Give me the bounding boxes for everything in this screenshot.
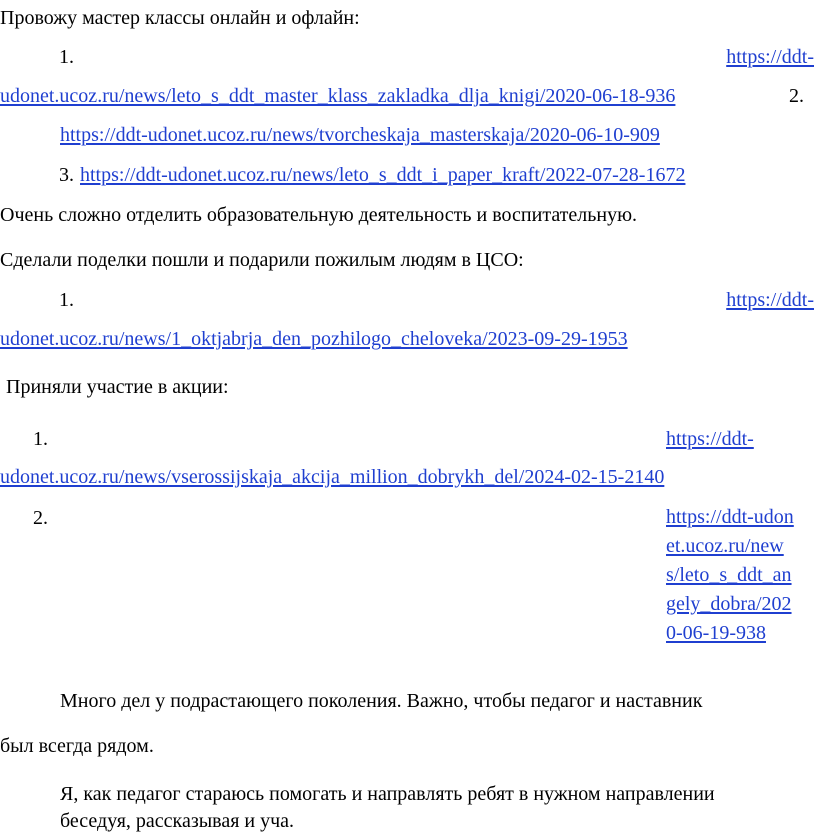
campaign-link-2[interactable]: https://ddt-udonet.ucoz.ru/news/leto_s_ddt_angely_dobra/2020-06-19-938	[666, 506, 794, 644]
list-item-number: 1.	[59, 289, 74, 311]
campaign-link-1b[interactable]: udonet.ucoz.ru/news/vserossijskaja_akcija_million_dobrykh_del/2024-02-15-2140	[0, 466, 665, 488]
masterclass-link-1b[interactable]: udonet.ucoz.ru/news/leto_s_ddt_master_klass_zakladka_dlja_knigi/2020-06-18-936	[0, 85, 676, 107]
list-item-number: 1.	[33, 428, 48, 450]
campaigns-intro: Приняли участие в акции:	[6, 376, 229, 398]
crafts-link-1b[interactable]: udonet.ucoz.ru/news/1_oktjabrja_den_pozhilogo_cheloveka/2023-09-29-1953	[0, 328, 628, 350]
list-item-number: 1.	[59, 46, 74, 68]
difficulty-paragraph: Очень сложно отделить образовательную деятельность и воспитательную.	[0, 204, 638, 226]
crafts-intro: Сделали поделки пошли и подарили пожилым людям в ЦСО:	[0, 249, 524, 271]
masterclass-intro: Провожу мастер классы онлайн и офлайн:	[0, 7, 360, 29]
list-item-number: 2.	[789, 85, 804, 107]
teacher-paragraph: Я, как педагог стараюсь помогать и направлять ребят в нужном направлении	[60, 783, 715, 805]
mentor-paragraph-cont: был всегда рядом.	[0, 735, 154, 757]
list-item-number: 3.	[59, 164, 74, 186]
mentor-paragraph: Много дел у подрастающего поколения. Важно, чтобы педагог и наставник	[60, 690, 703, 712]
crafts-link-1a[interactable]: https://ddt-	[726, 289, 814, 311]
masterclass-link-3[interactable]: https://ddt-udonet.ucoz.ru/news/leto_s_ddt_i_paper_kraft/2022-07-28-1672	[80, 164, 686, 186]
masterclass-link-2[interactable]: https://ddt-udonet.ucoz.ru/news/tvorcheskaja_masterskaja/2020-06-10-909	[60, 124, 660, 146]
campaign-link-1a[interactable]: https://ddt-	[666, 428, 754, 450]
masterclass-link-1a[interactable]: https://ddt-	[726, 46, 814, 68]
list-item-number: 2.	[33, 507, 48, 529]
teacher-paragraph-cont: беседуя, рассказывая и уча.	[60, 810, 295, 832]
